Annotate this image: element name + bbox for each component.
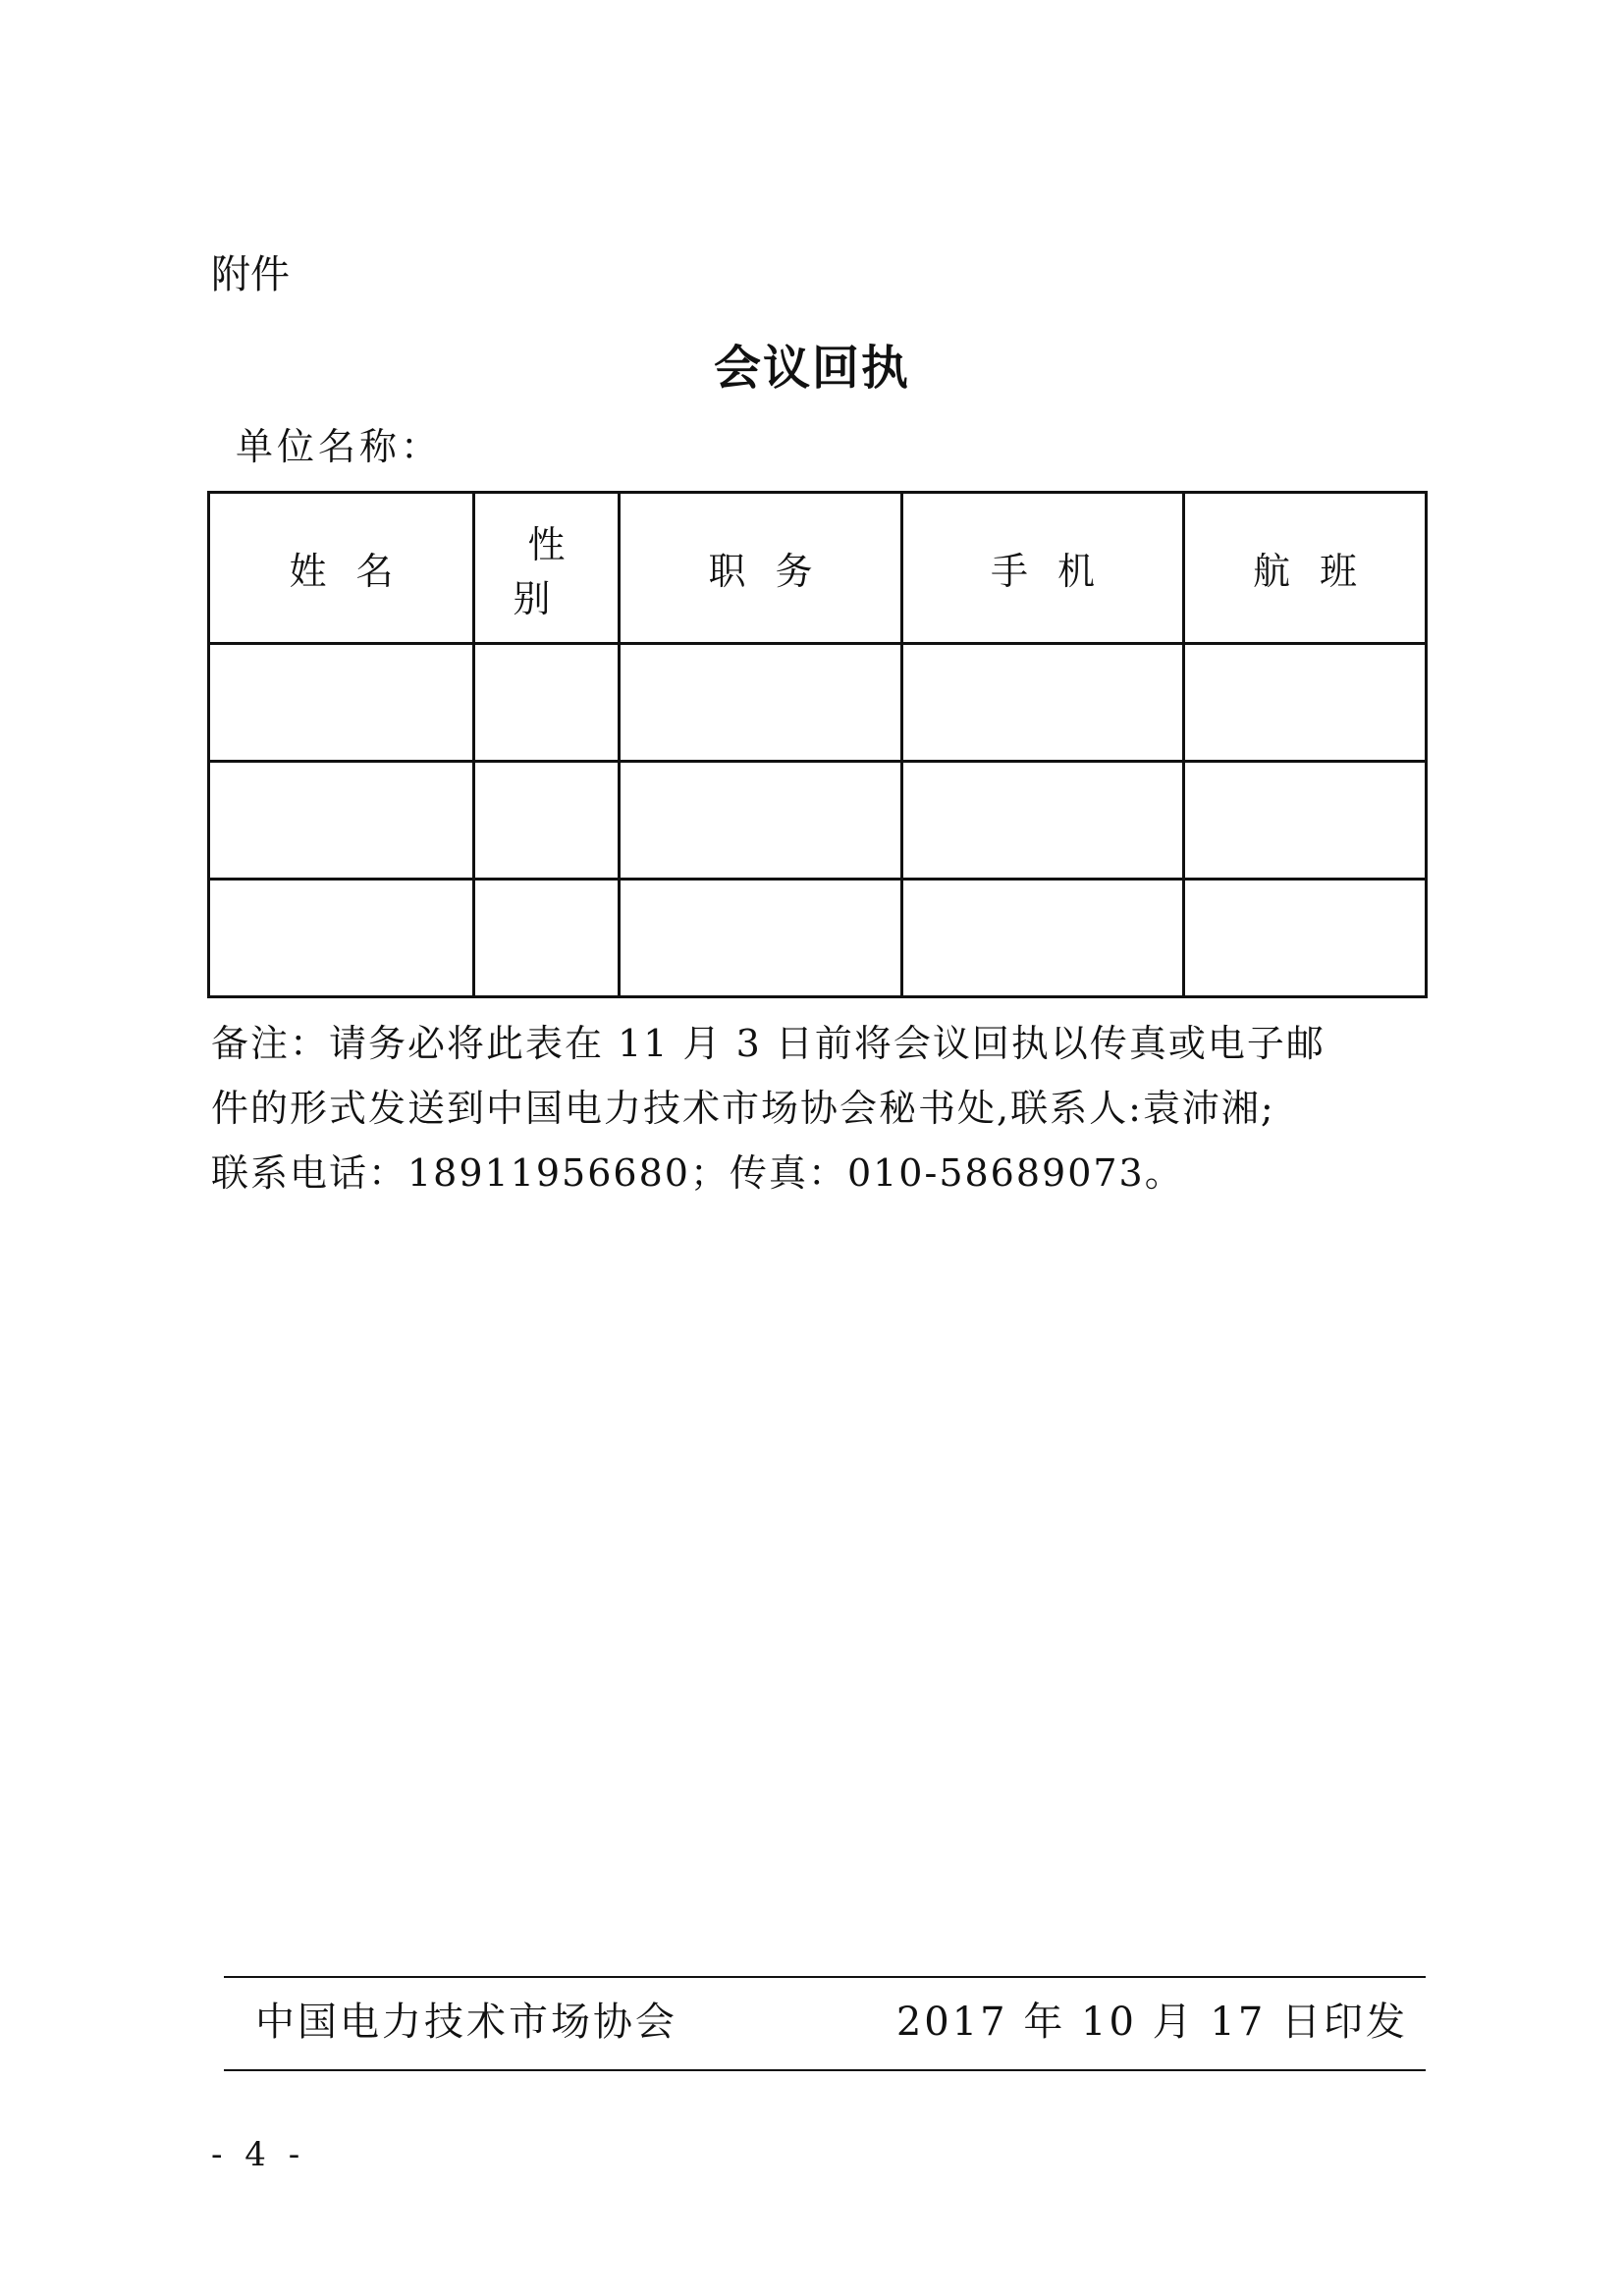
header-mobile: 手机 [902,493,1184,644]
reply-form-table [207,491,1428,998]
table-cell[interactable] [620,762,902,880]
table-header-row [209,493,1427,644]
table-cell[interactable] [620,880,902,997]
header-position: 职务 [620,493,902,644]
table-cell[interactable] [209,762,474,880]
table-row [209,762,1427,880]
header-name: 姓名 [209,493,474,644]
table-cell[interactable] [474,644,620,762]
table-cell[interactable] [209,644,474,762]
header-flight: 航班 [1184,493,1427,644]
attachment-label: 附件 [211,252,290,297]
table-cell[interactable] [474,762,620,880]
unit-name-label: 单位名称： [236,425,443,468]
table-cell[interactable] [902,880,1184,997]
table-row [209,880,1427,997]
remark-paragraph [211,1011,1429,1205]
table-cell[interactable] [1184,880,1427,997]
table-cell[interactable] [1184,762,1427,880]
footer-organization: 中国电力技术市场协会 [255,2000,677,2045]
remark-line: 备注：请务必将此表在 11 月 3 日前将会议回执以传真或电子邮 [211,1022,1326,1065]
table-cell[interactable] [474,880,620,997]
table-cell[interactable] [209,880,474,997]
table-cell[interactable] [902,762,1184,880]
page-number: - 4 - [211,2135,306,2174]
document-title: 会议回执 [713,341,910,396]
table-row [209,644,1427,762]
footer-issue-date: 2017 年 10 月 17 日印发 [895,2000,1408,2045]
table-cell[interactable] [620,644,902,762]
header-gender: 性别 [474,493,620,644]
footer-divider-top [224,1976,1426,1978]
remark-line: 件的形式发送到中国电力技术市场协会秘书处,联系人:袁沛湘; [211,1087,1275,1130]
table-cell[interactable] [902,644,1184,762]
table-cell[interactable] [1184,644,1427,762]
footer-divider-bottom [224,2069,1426,2071]
remark-line: 联系电话：18911956680；传真：010-58689073。 [211,1151,1184,1195]
